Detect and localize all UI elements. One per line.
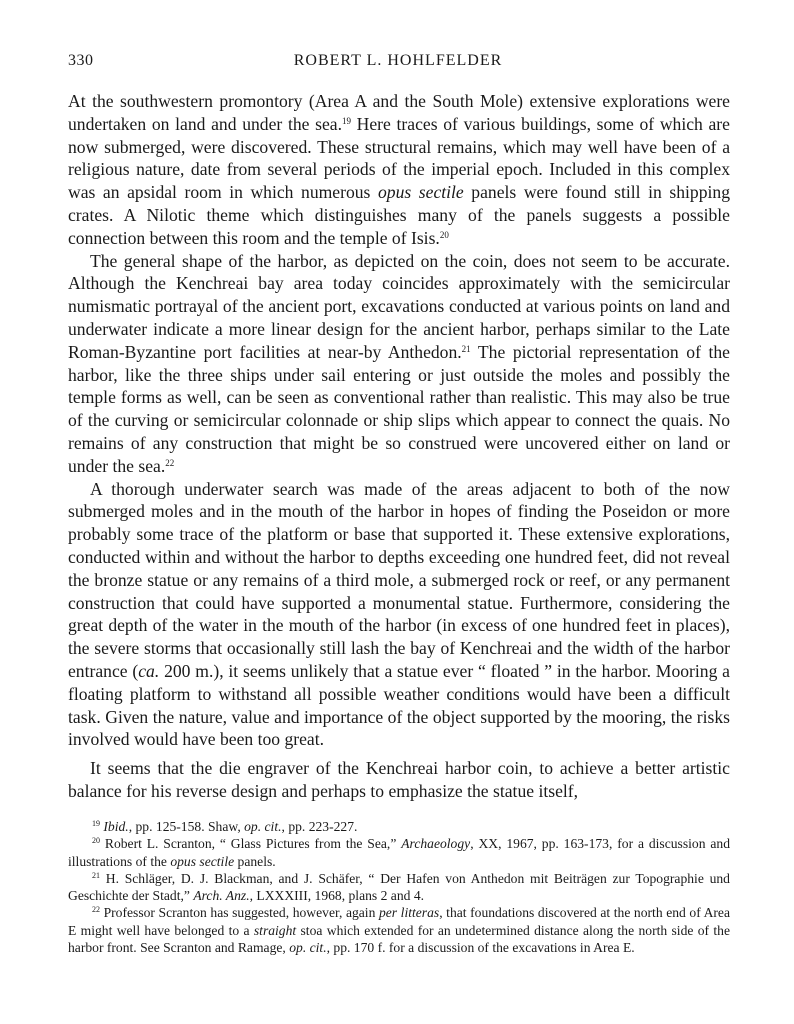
paragraph-1-italic: opus sectile — [377, 182, 464, 203]
paragraph-2-text-b: The pictorial representation of the harbor, like the three ships under sail entering or just outside the moles and possibly the temple forms as well, can be seen as conventional rather than realistic. This may also be true of the curving or semicircular colonnade or ship slips which appear to connect the quais. No remains of any construction that might be so construed were uncovered either on land or under the sea. — [68, 341, 730, 476]
paragraph-1-text-a: At the southwestern promontory (Area A and the South Mole) extensive explorations were undertaken on land and under the sea. — [68, 91, 730, 134]
paragraph-2 — [68, 250, 730, 478]
footnote-21-text-b: , LXXXIII, 1968, plans 2 and 4. — [249, 888, 425, 904]
page-header — [68, 52, 728, 76]
running-head: ROBERT L. HOHLFELDER — [293, 52, 503, 69]
footnote-19-italic-1: Ibid. — [103, 819, 129, 834]
footnote-22-text-d: , pp. 170 f. for a discussion of the excavations in Area E. — [326, 940, 635, 956]
footnote-22-italic-2: straight — [253, 922, 297, 938]
paragraph-3 — [68, 478, 730, 752]
paragraph-3-text-b: 200 m.), it seems unlikely that a statue ever “ floated ” in the harbor. Mooring a floating platform to withstand all possible weather conditions would have been a difficult task. Given the nature, value and importance of the object supported by the mooring, the risks involved would have been too great. — [68, 660, 730, 750]
footnote-22 — [68, 904, 730, 956]
paragraph-3-text-a: A thorough underwater search was made of the areas adjacent to both of the now submerged moles and in the mouth of the harbor in hopes of finding the Poseidon or more probably some trace of the platform or base that supported it. These extensive explorations, conducted within and without the harbor to depths exceeding one hundred feet, did not reveal the bronze statue or any remains of a third mole, a submerged rock or reef, or any permanent construction that could have supported a monumental statue. Furthermore, considering the great depth of the water in the mouth of the harbor (in excess of one hundred feet in places), the severe storms that occasionally still lash the bay of Kenchreai and the width of the harbor entrance ( — [68, 478, 730, 681]
paragraph-4 — [68, 757, 730, 803]
footnote-22-text-b: , that foundations discovered at the north end of Area E might well have belonged to a — [68, 905, 730, 938]
paragraph-1-text-c: panels were found still in shipping crates. A Nilotic theme which distinguishes many of the panels suggests a possible connection between this room and the temple of Isis. — [68, 182, 730, 248]
footnote-20-italic-2: opus sectile — [170, 853, 235, 869]
footnote-19-text-b: , pp. 223-227. — [281, 819, 358, 834]
footnote-22-text-a: Professor Scranton has suggested, however, again — [103, 905, 379, 921]
footnote-19-number: 19 — [92, 819, 100, 828]
footnote-21-number: 21 — [92, 870, 100, 880]
footnote-20-italic-1: Archaeology — [401, 836, 471, 852]
footnote-22-italic-1: per litteras — [378, 905, 440, 921]
footnote-21 — [68, 870, 730, 905]
paragraph-2-text-a: The general shape of the harbor, as depicted on the coin, does not seem to be accurate. Although the Kenchreai bay area today coincides approximately with the semicircular numismatic portrayal of the ancient port, excavations conducted at various points on land and underwater indicate a more linear design for the ancient harbor, perhaps similar to the Late Roman-Byzantine port facilities at near-by Anthedon. — [68, 250, 730, 362]
page-number: 330 — [68, 52, 94, 69]
footnote-19 — [68, 818, 730, 835]
paragraph-3-italic: ca. — [138, 660, 160, 681]
footnote-22-text-c: stoa which extended for an undetermined distance along the north side of the harbor front. See Scranton and Ramage, — [68, 922, 730, 956]
footnote-ref-22: 22 — [165, 457, 175, 468]
footnote-20-text-a: Robert L. Scranton, “ Glass Pictures from the Sea,” — [104, 836, 402, 852]
footnote-22-number: 22 — [92, 905, 100, 915]
footnote-20-number: 20 — [92, 836, 100, 846]
footnote-19-italic-2: op. cit. — [244, 819, 282, 834]
paragraph-4-text: It seems that the die engraver of the Kenchreai harbor coin, to achieve a better artistic balance for his reverse design and perhaps to emphasize the statue itself, — [68, 758, 730, 801]
footnote-ref-20: 20 — [439, 229, 449, 240]
footnote-20-text-b: , XX, 1967, pp. 163-173, for a discussion and illustrations of the — [68, 836, 730, 869]
footnote-21-text-a: H. Schläger, D. J. Blackman, and J. Schäfer, “ Der Hafen von Anthedon mit Beiträgen zur Topographie und Geschichte der Stadt,” — [68, 870, 730, 904]
paragraph-1-text-b: Here traces of various buildings, some of which are now submerged, were discovered. These structural remains, which may well have been of a religious nature, date from several periods of the imperial epoch. Included in this complex was an apsidal room in which numerous — [68, 113, 730, 203]
footnote-ref-19: 19 — [341, 115, 351, 126]
footnote-22-italic-3: op. cit. — [289, 940, 327, 956]
footnote-19-text-a: , pp. 125-158. Shaw, — [128, 819, 245, 834]
footnotes — [68, 818, 730, 956]
footnote-20-text-c: panels. — [234, 853, 276, 869]
paragraph-1 — [68, 90, 730, 250]
body-text — [68, 90, 730, 803]
footnote-ref-21: 21 — [461, 343, 471, 354]
footnote-21-italic-1: Arch. Anz. — [193, 888, 250, 904]
footnote-20 — [68, 835, 730, 870]
